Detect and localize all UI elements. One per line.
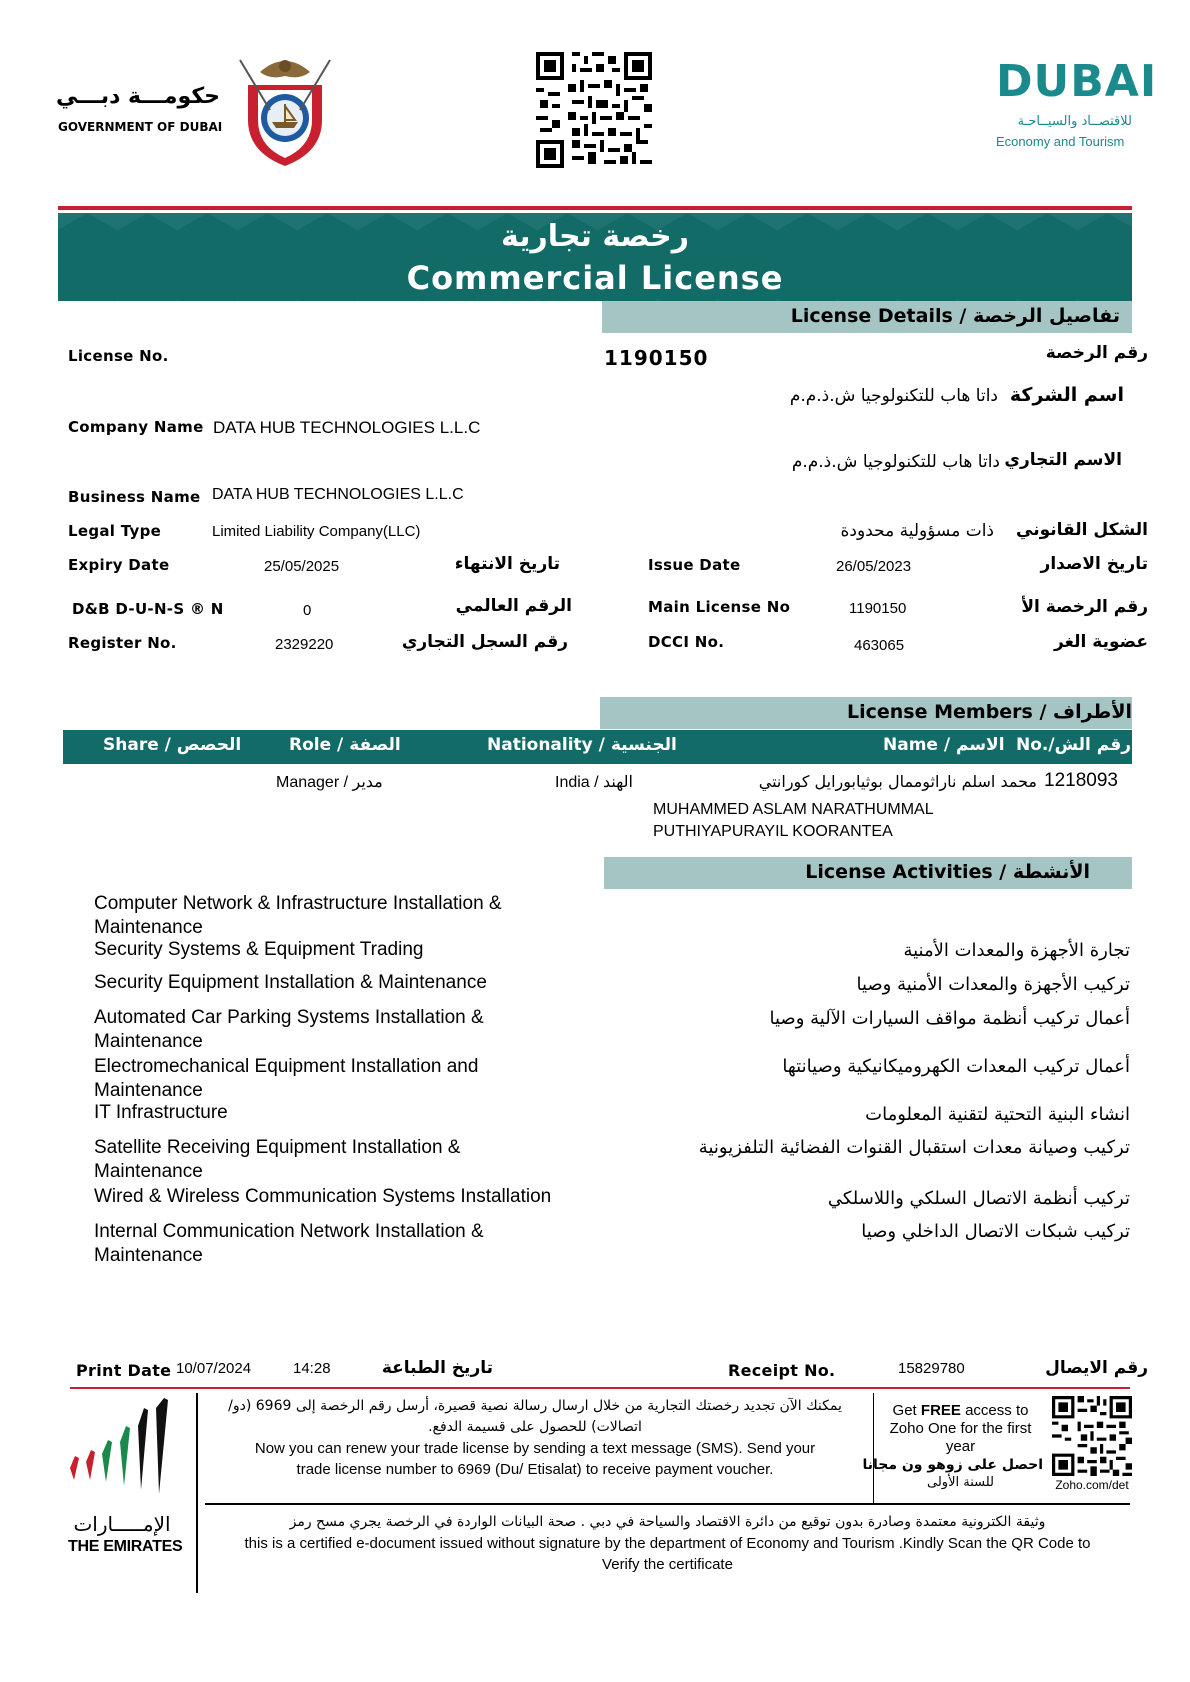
- sms-notice-english-line2: trade license number to 6969 (Du/ Etisalat) to receive payment voucher.: [296, 1461, 774, 1478]
- register-no-label: Register No.: [68, 634, 177, 652]
- sms-notice-arabic-line1: يمكنك الآن تجديد رخصتك التجارية من خلال ارسال رسالة نصية قصيرة، أرسل رقم الرخصة إلى 6969 (دو/: [228, 1398, 842, 1414]
- legal-type-arabic-value: ذات مسؤولية محدودة: [840, 521, 994, 541]
- activity-en-6: IT Infrastructure: [94, 1102, 228, 1123]
- legal-type-arabic-label: الشكل القانوني: [1016, 520, 1148, 540]
- sms-notice-arabic-line2: اتصالات) للحصول على قسيمة الدفع.: [428, 1419, 642, 1435]
- activity-en-1: Computer Network & Infrastructure Installation & Maintenance: [94, 893, 502, 938]
- member-number: 1218093: [1044, 770, 1118, 791]
- issue-date-value: 26/05/2023: [836, 558, 912, 575]
- expiry-date-value: 25/05/2025: [264, 558, 340, 575]
- main-license-arabic-label: رقم الرخصة الأ: [1021, 597, 1148, 617]
- emirates-logo-english: THE EMIRATES: [68, 1538, 183, 1555]
- col-member-no: No./رقم الش: [1016, 735, 1131, 755]
- legal-type-label: Legal Type: [68, 522, 162, 540]
- print-time-value: 14:28: [293, 1360, 331, 1377]
- print-date-label: Print Date: [76, 1361, 172, 1380]
- gov-logo-english: GOVERNMENT OF DUBAI: [58, 120, 223, 134]
- expiry-date-label: Expiry Date: [68, 556, 170, 574]
- det-logo-arabic: للاقتصــاد والسيــاحـة: [1017, 114, 1132, 129]
- activity-en-2: Security Systems & Equipment Trading: [94, 939, 424, 960]
- activity-en-3: Security Equipment Installation & Maintenance: [94, 972, 487, 993]
- certification-arabic: وثيقة الكترونية معتمدة وصادرة بدون توقيع من دائرة الاقتصاد والسياحة في دبي . صحة البيانات الواردة في الرخصة يجري مسح رمز: [289, 1514, 1046, 1530]
- dcci-no-arabic-label: عضوية الغر: [1053, 632, 1148, 652]
- issue-date-label: Issue Date: [648, 556, 741, 574]
- activity-en-7: Satellite Receiving Equipment Installation & Maintenance: [94, 1137, 461, 1182]
- main-license-value: 1190150: [849, 600, 907, 617]
- member-name-english-line2: PUTHIYAPURAYIL KOORANTEA: [653, 823, 893, 840]
- license-details-header-label: License Details / تفاصيل الرخصة: [790, 305, 1120, 327]
- license-members-header-label: License Members / الأطراف: [847, 701, 1132, 723]
- member-name-english-line1: MUHAMMED ASLAM NARATHUMMAL: [653, 801, 934, 818]
- the-emirates-logo: [62, 1398, 192, 1558]
- qr-code-icon: [536, 52, 652, 168]
- company-name-value: DATA HUB TECHNOLOGIES L.L.C: [213, 418, 481, 437]
- zoho-promo-line3: year: [945, 1438, 976, 1455]
- banner-red-rule: [58, 206, 1132, 210]
- activity-ar-3: تركيب الأجهزة والمعدات الأمنية وصيا: [856, 974, 1130, 995]
- table-row: [63, 768, 1132, 844]
- activity-ar-8: تركيب أنظمة الاتصال السلكي واللاسلكي: [827, 1188, 1130, 1209]
- zoho-url[interactable]: Zoho.com/det: [1055, 1478, 1129, 1492]
- certification-notice: [205, 1512, 1130, 1575]
- receipt-no-value: 15829780: [898, 1360, 965, 1377]
- license-details-header: [602, 301, 1132, 333]
- zoho-promo-arabic-line2: للسنة الأولى: [927, 1475, 994, 1490]
- col-nationality: Nationality / الجنسية: [487, 735, 677, 755]
- license-no-label: License No.: [68, 347, 169, 365]
- sms-renewal-notice: [200, 1396, 870, 1480]
- zoho-qr-code[interactable]: [1052, 1396, 1132, 1476]
- duns-value: 0: [303, 602, 312, 619]
- legal-type-value: Limited Liability Company(LLC): [212, 523, 421, 540]
- dubai-wordmark: DUBAI: [996, 56, 1158, 107]
- activity-ar-2: تجارة الأجهزة والمعدات الأمنية: [903, 940, 1130, 961]
- main-license-label: Main License No: [648, 598, 791, 616]
- activity-ar-5: أعمال تركيب المعدات الكهروميكانيكية وصيانتها: [782, 1056, 1130, 1077]
- trade-name-arabic-value: داتا هاب للتكنولوجيا ش.ذ.م.م: [791, 452, 1000, 472]
- members-table-header: [63, 730, 1132, 764]
- zoho-qr-icon: [1052, 1396, 1132, 1476]
- company-name-arabic-label: اسم الشركة: [1009, 384, 1124, 406]
- register-no-arabic-label: رقم السجل التجاري: [401, 632, 568, 652]
- dcci-no-label: DCCI No.: [648, 633, 725, 651]
- gov-logo-arabic: حكومـــة دبـــي: [56, 84, 220, 109]
- dubai-emblem-icon: [230, 50, 340, 170]
- footer-horizontal-rule: [205, 1503, 1130, 1505]
- dubai-economy-tourism-logo: [996, 56, 1158, 162]
- activity-ar-9: تركيب شبكات الاتصال الداخلي وصيا: [861, 1221, 1130, 1242]
- activity-en-8: Wired & Wireless Communication Systems Installation: [94, 1186, 552, 1207]
- member-name-arabic: محمد اسلم ناراثوممال بوثيابورايل كورانتي: [758, 772, 1037, 791]
- emirates-logo-arabic: الإمـــــارات: [73, 1512, 171, 1536]
- register-no-value: 2329220: [275, 636, 334, 653]
- business-name-label: Business Name: [68, 488, 201, 506]
- verification-qr-code[interactable]: [536, 52, 652, 168]
- government-of-dubai-logo: [58, 50, 348, 170]
- footer-vertical-rule: [196, 1393, 198, 1593]
- duns-arabic-label: الرقم العالمي: [455, 596, 572, 616]
- zoho-promo-arabic-line1: احصل على زوهو ون مجانا: [862, 1457, 1043, 1473]
- footer-red-rule: [70, 1387, 1130, 1389]
- activity-ar-4: أعمال تركيب أنظمة مواقف السيارات الآلية وصيا: [769, 1008, 1130, 1029]
- zoho-promo-line2: Zoho One for the first: [889, 1420, 1032, 1437]
- zoho-promo-line1: Get FREE access to: [892, 1402, 1029, 1419]
- license-members-header: [600, 697, 1132, 729]
- col-name: Name / الاسم: [883, 735, 1005, 755]
- col-role: Role / الصفة: [289, 735, 401, 755]
- banner-title-english: Commercial License: [406, 259, 784, 297]
- expiry-date-arabic-label: تاريخ الانتهاء: [454, 554, 560, 574]
- license-activities-header-label: License Activities / الأنشطة: [805, 861, 1090, 883]
- license-title-banner: [58, 213, 1132, 301]
- col-share: Share / الحصص: [103, 735, 242, 755]
- certification-english-line1: this is a certified e-document issued without signature by the department of Economy and Tourism .Kindly Scan the QR Code to: [244, 1535, 1091, 1552]
- business-name-value: DATA HUB TECHNOLOGIES L.L.C: [212, 486, 464, 503]
- member-role: Manager / مدير: [276, 774, 383, 791]
- footer-zoho-divider: [873, 1393, 874, 1503]
- duns-label: D&B D-U-N-S ® N: [72, 600, 224, 618]
- activity-en-9: Internal Communication Network Installation & Maintenance: [94, 1221, 484, 1266]
- receipt-no-label: Receipt No.: [728, 1361, 836, 1380]
- print-date-arabic-label: تاريخ الطباعة: [381, 1358, 493, 1378]
- license-activities-header: [604, 857, 1132, 889]
- activity-ar-6: انشاء البنية التحتية لتقنية المعلومات: [865, 1104, 1130, 1125]
- company-name-arabic-value: داتا هاب للتكنولوجيا ش.ذ.م.م: [789, 386, 998, 406]
- zoho-promo[interactable]: [862, 1402, 1043, 1492]
- trade-name-arabic-label: الاسم التجاري: [1004, 450, 1122, 470]
- emirates-stripes-icon: [62, 1398, 192, 1508]
- banner-title-arabic: رخصة تجارية: [501, 219, 689, 254]
- activity-ar-7: تركيب وصيانة معدات استقبال القنوات الفضائية التلفزيونية: [698, 1137, 1130, 1158]
- activity-en-5: Electromechanical Equipment Installation and Maintenance: [94, 1056, 479, 1101]
- det-logo-english: Economy and Tourism: [996, 134, 1125, 149]
- license-no-value: 1190150: [604, 346, 709, 370]
- activity-en-4: Automated Car Parking Systems Installation & Maintenance: [94, 1007, 484, 1052]
- dcci-no-value: 463065: [854, 637, 905, 654]
- license-no-arabic-label: رقم الرخصة: [1045, 343, 1148, 363]
- issue-date-arabic-label: تاريخ الاصدار: [1040, 554, 1148, 574]
- print-date-value: 10/07/2024: [176, 1360, 252, 1377]
- certification-english-line2: Verify the certificate: [602, 1556, 733, 1573]
- member-nationality: India / الهند: [555, 774, 633, 791]
- receipt-no-arabic-label: رقم الايصال: [1045, 1358, 1148, 1378]
- company-name-label: Company Name: [68, 418, 204, 436]
- sms-notice-english-line1: Now you can renew your trade license by sending a text message (SMS). Send your: [254, 1440, 816, 1457]
